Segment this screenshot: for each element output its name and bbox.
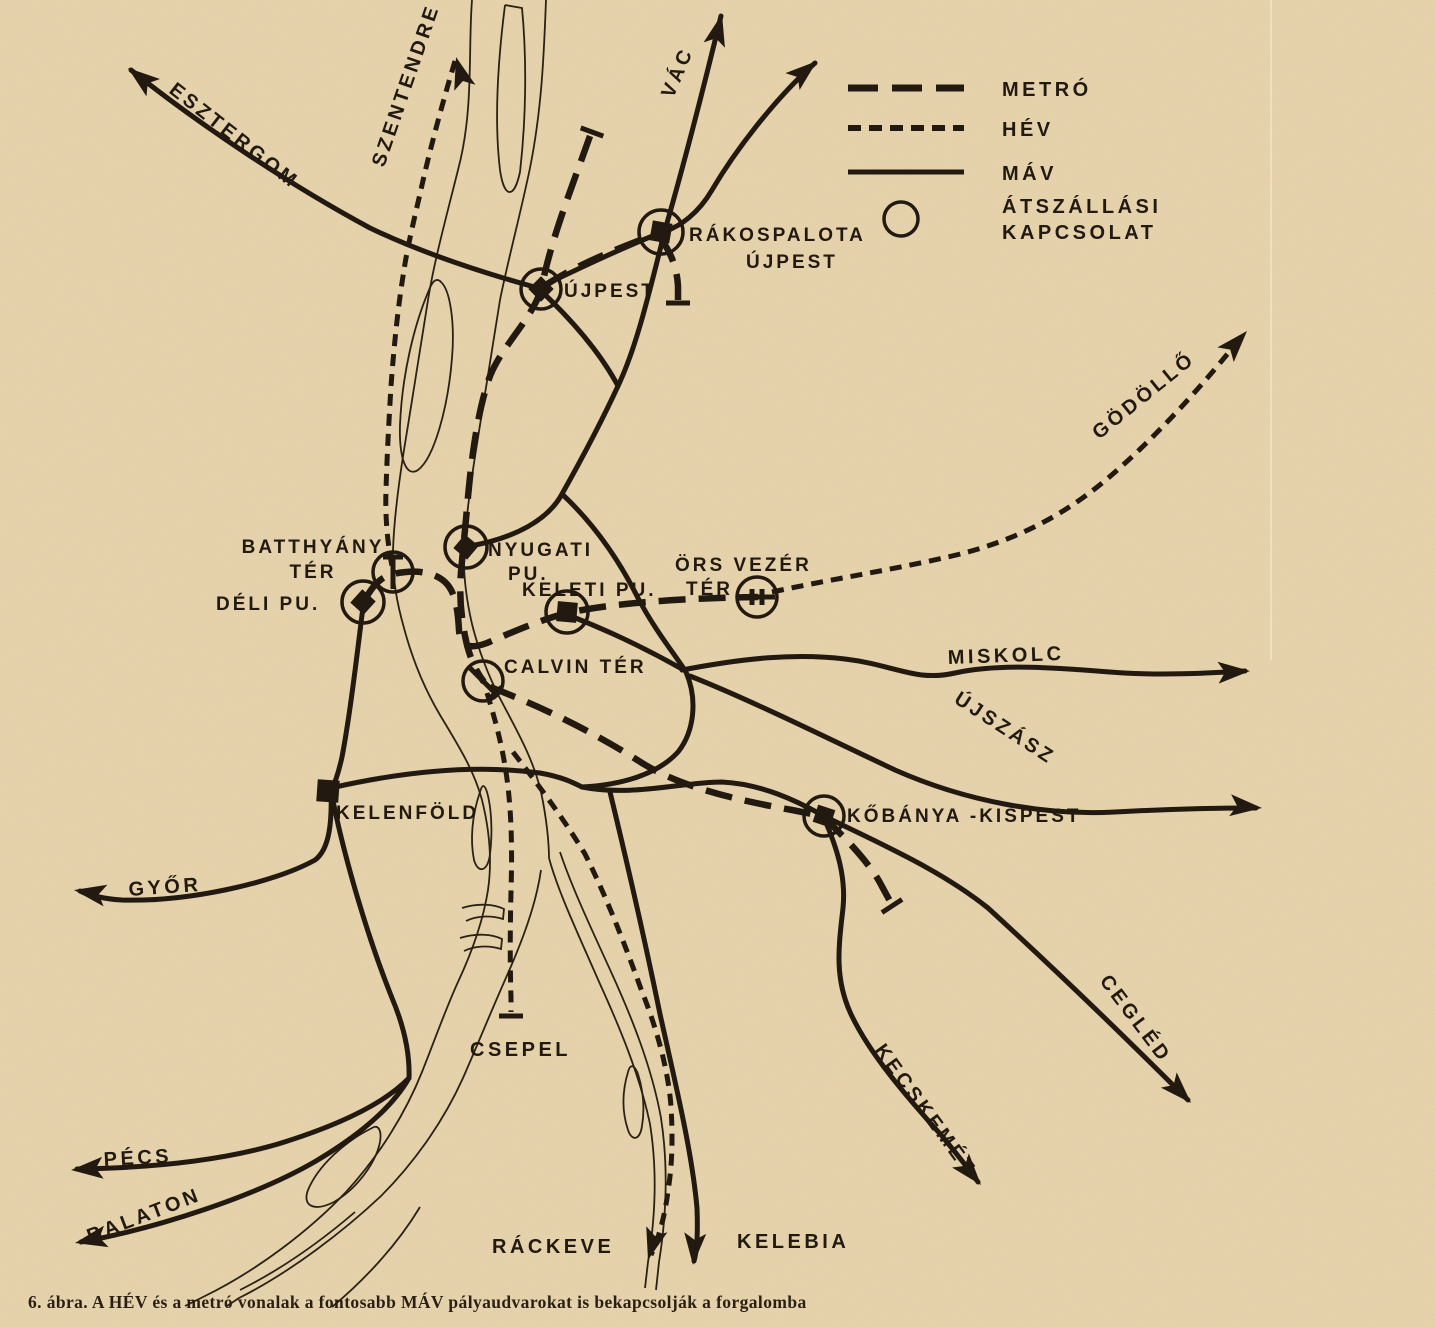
label-ors-line1: ÖRS VEZÉR [675, 555, 812, 576]
label-ujpest: ÚJPEST [564, 281, 656, 302]
label-pecs: PÉCS [103, 1145, 173, 1171]
label-rakospalota-line1: RÁKOSPALOTA [689, 225, 866, 246]
label-godollo: GÖDÖLLŐ [1088, 347, 1200, 444]
label-vac: VÁC [657, 43, 699, 101]
legend-transfer-label-line1: ÁTSZÁLLÁSI [1002, 196, 1162, 218]
station-square [316, 779, 339, 802]
label-keleti: KELETI PU. [522, 580, 657, 601]
legend-mav-label: MÁV [1002, 163, 1057, 185]
station-kelenfold [316, 779, 339, 802]
label-szentendre: SZENTENDRE [367, 1, 445, 170]
label-deli: DÉLI PU. [216, 594, 321, 615]
label-gyor: GYŐR [127, 873, 203, 901]
label-calvin: CALVIN TÉR [504, 657, 647, 678]
label-ors-line2: TÉR [686, 579, 733, 600]
label-batthyany-line2: TÉR [289, 562, 337, 583]
label-rackeve: RÁCKEVE [492, 1236, 615, 1258]
label-kelenfold: KELENFÖLD [336, 803, 480, 824]
figure-caption: 6. ábra. A HÉV és a metró vonalak a fontosabb MÁV pályaudvarokat is bekapcsolják a forgalomba [28, 1292, 807, 1312]
label-rakospalota-line2: ÚJPEST [746, 252, 838, 273]
label-kecskemet: KECSKEMÉT [869, 1040, 981, 1181]
label-csepel: CSEPEL [470, 1039, 572, 1061]
station-square [649, 220, 672, 243]
label-balaton: BALATON [83, 1183, 205, 1248]
label-ujszasz: ÚJSZÁSZ [950, 687, 1060, 770]
label-esztergom: ESZTERGOM [164, 78, 304, 194]
station-square [556, 601, 578, 623]
label-nyugati-line2: PU. [508, 564, 549, 585]
label-nyugati-line1: NYUGATI [488, 540, 594, 561]
legend-hev-label: HÉV [1002, 119, 1054, 141]
label-miskolc: MISKOLC [947, 642, 1065, 669]
legend-transfer-label-line2: KAPCSOLAT [1002, 222, 1157, 244]
label-cegled: CEGLÉD [1095, 970, 1176, 1068]
label-kelebia: KELEBIA [737, 1231, 850, 1253]
label-batthyany-line1: BATTHYÁNY [241, 537, 385, 558]
label-kobanya: KŐBÁNYA -KISPEST [847, 806, 1082, 827]
legend-metro-label: METRÓ [1002, 79, 1092, 101]
